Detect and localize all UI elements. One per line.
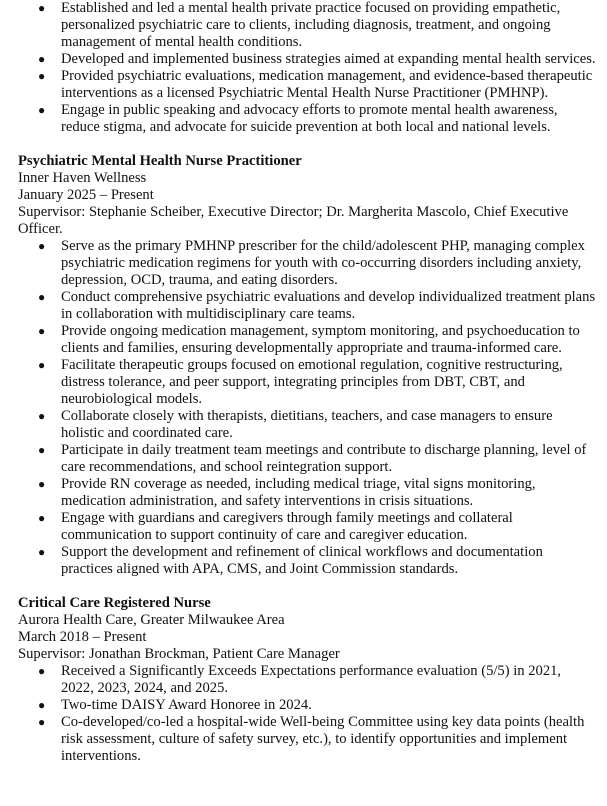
bullet-icon: ●	[38, 103, 46, 117]
list-item: ● Engage with guardians and caregivers through family meetings and collateral communication to support continuity of care and caregiver education.	[38, 510, 513, 543]
bullet-icon: ●	[38, 443, 46, 457]
list-item: ● Engage in public speaking and advocacy efforts to promote mental health awareness, reduce stigma, and advocate for suicide prevention at both local and national levels.	[38, 102, 558, 135]
list-item: ● Support the development and refinement of clinical workflows and documentation practices aligned with APA, CMS, and Joint Commission standards.	[38, 544, 543, 577]
list-item: ● Co-developed/co-led a hospital-wide Well-being Committee using key data points (health risk assessment, culture of safety survey, etc.), to identify opportunities and implement interventions.	[38, 714, 585, 764]
job2-title: Critical Care Registered Nurse	[18, 595, 211, 611]
intro-bullet-list	[18, 0, 597, 136]
bullet-icon: ●	[38, 52, 46, 66]
list-item: ● Provide ongoing medication management, symptom monitoring, and psychoeducation to clients and families, ensuring developmentally appropriate and trauma-informed care.	[38, 323, 580, 356]
list-item: ● Collaborate closely with therapists, dietitians, teachers, and case managers to ensure holistic and coordinated care.	[38, 408, 553, 441]
list-item: ● Established and led a mental health private practice focused on providing empathetic, personalized psychiatric care to clients, including diagnosis, treatment, and ongoing management of mental health conditions.	[38, 0, 561, 50]
bullet-icon: ●	[38, 290, 46, 304]
list-item: ● Participate in daily treatment team meetings and contribute to discharge planning, level of care recommendations, and school reintegration support.	[38, 442, 587, 475]
list-item: ● Serve as the primary PMHNP prescriber for the child/adolescent PHP, managing complex psychiatric medication regimens for youth with co-occurring disorders including anxiety, depression, OCD, trauma, and eating disorders.	[38, 238, 585, 288]
bullet-icon: ●	[38, 715, 46, 729]
job1-bullet-list	[18, 238, 597, 578]
bullet-icon: ●	[38, 545, 46, 559]
bullet-icon: ●	[38, 698, 46, 712]
job1-employer: Inner Haven Wellness	[18, 170, 147, 186]
job1-dates: January 2025 – Present	[18, 187, 154, 203]
bullet-icon: ●	[38, 477, 46, 491]
list-item: ● Facilitate therapeutic groups focused on emotional regulation, cognitive restructuring, distress tolerance, and peer support, integrating principles from DBT, CBT, and neurobiological models.	[38, 357, 563, 407]
job1-supervisor: Supervisor: Stephanie Scheiber, Executive Director; Dr. Margherita Mascolo, Chief Executive Officer.	[18, 204, 569, 237]
bullet-icon: ●	[38, 664, 46, 678]
bullet-icon: ●	[38, 358, 46, 372]
bullet-icon: ●	[38, 324, 46, 338]
list-item: ● Provided psychiatric evaluations, medication management, and evidence-based therapeutic interventions as a licensed Psychiatric Mental Health Nurse Practitioner (PMHNP).	[38, 68, 593, 101]
bullet-icon: ●	[38, 409, 46, 423]
bullet-icon: ●	[38, 511, 46, 525]
list-item: ● Conduct comprehensive psychiatric evaluations and develop individualized treatment plans in collaboration with multidisciplinary care teams.	[38, 289, 596, 322]
list-item: ● Provide RN coverage as needed, including medical triage, vital signs monitoring, medication administration, and safety interventions in crisis situations.	[38, 476, 536, 509]
list-item: ● Received a Significantly Exceeds Expectations performance evaluation (5/5) in 2021, 2022, 2023, 2024, and 2025.	[38, 663, 562, 696]
bullet-icon: ●	[38, 69, 46, 83]
list-item: ● Two-time DAISY Award Honoree in 2024.	[38, 697, 312, 713]
job2-employer: Aurora Health Care, Greater Milwaukee Area	[18, 612, 285, 628]
bullet-icon: ●	[38, 1, 46, 15]
bullet-icon: ●	[38, 239, 46, 253]
job2-bullet-list	[18, 663, 597, 765]
job1-title: Psychiatric Mental Health Nurse Practitioner	[18, 153, 302, 169]
job2-supervisor: Supervisor: Jonathan Brockman, Patient Care Manager	[18, 646, 340, 662]
job2-dates: March 2018 – Present	[18, 629, 147, 645]
list-item: ● Developed and implemented business strategies aimed at expanding mental health services.	[38, 51, 596, 67]
